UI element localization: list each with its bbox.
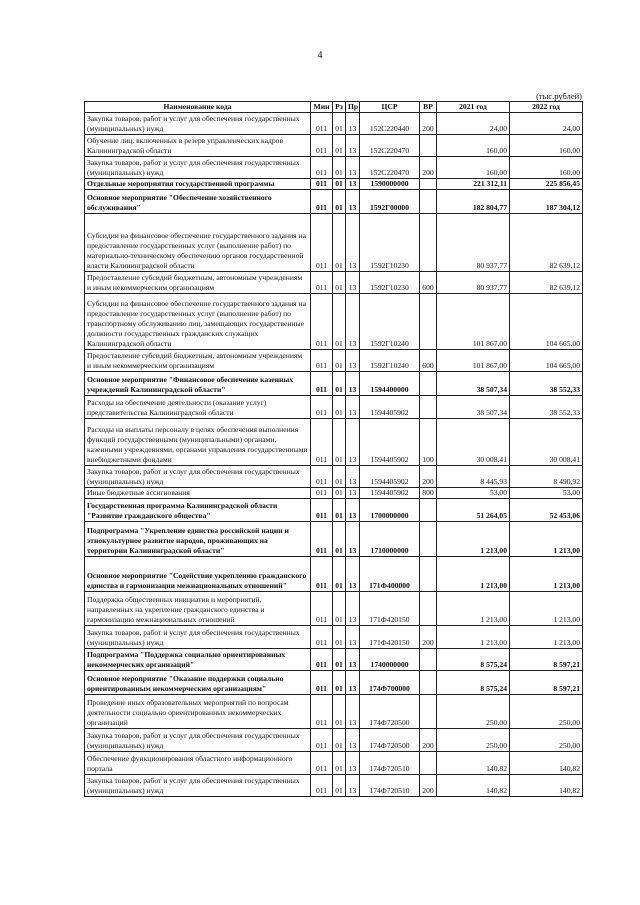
row-2021-cell: 38 507,34: [437, 372, 510, 396]
table-header-row: [85, 102, 583, 113]
row-pr-cell: 13: [346, 372, 360, 396]
row-min-cell: 011: [311, 372, 333, 396]
row-rz-cell: 01: [333, 396, 346, 419]
row-2022-cell: 82 639,12: [510, 214, 583, 272]
row-min-cell: 011: [311, 775, 333, 797]
row-2021-cell: 101 867,00: [437, 294, 510, 350]
row-pr-cell: 13: [346, 522, 360, 557]
row-2022-cell: 104 665,00: [510, 294, 583, 350]
row-2021-cell: 1 213,00: [437, 557, 510, 592]
row-vr-cell: [420, 396, 437, 419]
row-2022-cell: 8 597,21: [510, 671, 583, 695]
row-csr-cell: 174Ф720510: [360, 775, 420, 797]
row-2021-cell: 1 213,00: [437, 626, 510, 649]
row-csr-cell: 1592Г10240: [360, 294, 420, 350]
table-row: [85, 179, 583, 190]
row-rz-cell: 01: [333, 113, 346, 135]
row-vr-cell: [420, 190, 437, 214]
row-pr-cell: 13: [346, 419, 360, 466]
row-vr-cell: 100: [420, 419, 437, 466]
row-csr-cell: 174Ф720500: [360, 729, 420, 752]
row-rz-cell: 01: [333, 466, 346, 488]
row-pr-cell: 13: [346, 135, 360, 157]
row-pr-cell: 13: [346, 626, 360, 649]
row-csr-cell: 1700000000: [360, 499, 420, 522]
row-pr-cell: 13: [346, 350, 360, 372]
column-header: Наименование кода: [85, 102, 311, 113]
row-min-cell: 011: [311, 729, 333, 752]
row-2021-cell: 80 937,77: [437, 272, 510, 294]
row-2021-cell: 182 804,77: [437, 190, 510, 214]
row-rz-cell: 01: [333, 775, 346, 797]
row-2022-cell: 250,00: [510, 729, 583, 752]
row-min-cell: 011: [311, 190, 333, 214]
row-min-cell: 011: [311, 649, 333, 671]
table-row: [85, 488, 583, 499]
row-vr-cell: [420, 372, 437, 396]
row-min-cell: 011: [311, 522, 333, 557]
row-2021-cell: 1 213,00: [437, 522, 510, 557]
row-rz-cell: 01: [333, 695, 346, 729]
row-2021-cell: 140,82: [437, 775, 510, 797]
table-row: [85, 214, 583, 272]
column-header: Пр: [346, 102, 360, 113]
row-vr-cell: 600: [420, 272, 437, 294]
row-rz-cell: 01: [333, 190, 346, 214]
row-name-cell: Поддержка общественных инициатив и мероприятий, направленных на укрепление гражданского единства и гармонизацию межнациональных отношений: [85, 592, 311, 626]
row-vr-cell: 200: [420, 113, 437, 135]
row-rz-cell: 01: [333, 135, 346, 157]
row-2021-cell: 8 575,24: [437, 649, 510, 671]
row-min-cell: 011: [311, 179, 333, 190]
row-name-cell: Закупка товаров, работ и услуг для обеспечения государственных (муниципальных) нужд: [85, 775, 311, 797]
table-row: [85, 272, 583, 294]
row-rz-cell: 01: [333, 179, 346, 190]
table-row: [85, 113, 583, 135]
row-vr-cell: [420, 522, 437, 557]
table-row: [85, 729, 583, 752]
row-csr-cell: 174Ф720510: [360, 752, 420, 775]
row-pr-cell: 13: [346, 157, 360, 179]
column-header: 2021 год: [437, 102, 510, 113]
row-name-cell: Отдельные мероприятия государственной программы: [85, 179, 311, 190]
row-vr-cell: 800: [420, 488, 437, 499]
table-row: [85, 135, 583, 157]
row-2022-cell: 225 856,45: [510, 179, 583, 190]
row-2022-cell: 140,82: [510, 752, 583, 775]
table-row: [85, 419, 583, 466]
row-pr-cell: 13: [346, 557, 360, 592]
row-csr-cell: 1594405902: [360, 419, 420, 466]
row-name-cell: Иные бюджетные ассигнования: [85, 488, 311, 499]
row-name-cell: Субсидии на финансовое обеспечение государственного задания на предоставление государственных услуг (выполнение работ) по материально-техническому обеспечению органов государственной власти Калининградской области: [85, 214, 311, 272]
row-name-cell: Предоставление субсидий бюджетным, автономным учреждениям и иным некоммерческим организациям: [85, 350, 311, 372]
row-2022-cell: 52 453,06: [510, 499, 583, 522]
table-row: [85, 372, 583, 396]
row-min-cell: 011: [311, 626, 333, 649]
row-name-cell: Проведение иных образовательных мероприятий по вопросам деятельности социально ориентированных некоммерческих организаций: [85, 695, 311, 729]
row-csr-cell: 152С220470: [360, 135, 420, 157]
row-rz-cell: 01: [333, 350, 346, 372]
row-2021-cell: 24,00: [437, 113, 510, 135]
row-min-cell: 011: [311, 157, 333, 179]
row-name-cell: Государственная программа Калининградской области "Развитие гражданского общества": [85, 499, 311, 522]
column-header: 2022 год: [510, 102, 583, 113]
row-2022-cell: 1 213,00: [510, 626, 583, 649]
row-2021-cell: 51 264,05: [437, 499, 510, 522]
row-min-cell: 011: [311, 488, 333, 499]
row-2022-cell: 38 552,33: [510, 372, 583, 396]
table-row: [85, 752, 583, 775]
row-vr-cell: [420, 671, 437, 695]
row-2022-cell: 1 213,00: [510, 522, 583, 557]
row-csr-cell: 171Ф420150: [360, 592, 420, 626]
row-csr-cell: 174Ф720500: [360, 695, 420, 729]
row-rz-cell: 01: [333, 671, 346, 695]
row-pr-cell: 13: [346, 179, 360, 190]
row-min-cell: 011: [311, 113, 333, 135]
row-2022-cell: 250,00: [510, 695, 583, 729]
row-rz-cell: 01: [333, 592, 346, 626]
table-row: [85, 695, 583, 729]
row-pr-cell: 13: [346, 752, 360, 775]
row-pr-cell: 13: [346, 214, 360, 272]
row-rz-cell: 01: [333, 372, 346, 396]
row-rz-cell: 01: [333, 729, 346, 752]
row-min-cell: 011: [311, 695, 333, 729]
column-header: Мин: [311, 102, 333, 113]
row-min-cell: 011: [311, 671, 333, 695]
row-rz-cell: 01: [333, 488, 346, 499]
row-vr-cell: [420, 294, 437, 350]
row-vr-cell: [420, 695, 437, 729]
row-csr-cell: 1592Г00000: [360, 190, 420, 214]
row-name-cell: Основное мероприятие "Обеспечение хозяйственного обслуживания": [85, 190, 311, 214]
row-name-cell: Основное мероприятие "Финансовое обеспечение казенных учреждений Калининградской области": [85, 372, 311, 396]
row-csr-cell: 1592Г10230: [360, 214, 420, 272]
row-csr-cell: 171Ф400000: [360, 557, 420, 592]
row-rz-cell: 01: [333, 752, 346, 775]
row-pr-cell: 13: [346, 272, 360, 294]
table-row: [85, 157, 583, 179]
row-2021-cell: 250,00: [437, 695, 510, 729]
row-vr-cell: [420, 214, 437, 272]
row-min-cell: 011: [311, 752, 333, 775]
row-rz-cell: 01: [333, 294, 346, 350]
row-csr-cell: 1594405902: [360, 466, 420, 488]
row-name-cell: Подпрограмма "Поддержка социально ориентированных некоммерческих организаций": [85, 649, 311, 671]
row-name-cell: Обеспечение функционирования областного информационного портала: [85, 752, 311, 775]
row-vr-cell: 200: [420, 775, 437, 797]
row-min-cell: 011: [311, 557, 333, 592]
row-2021-cell: 221 312,11: [437, 179, 510, 190]
row-rz-cell: 01: [333, 499, 346, 522]
row-2022-cell: 82 639,12: [510, 272, 583, 294]
row-csr-cell: 1710000000: [360, 522, 420, 557]
row-pr-cell: 13: [346, 466, 360, 488]
row-2022-cell: 8 490,92: [510, 466, 583, 488]
row-2022-cell: 53,00: [510, 488, 583, 499]
row-csr-cell: 1592Г10240: [360, 350, 420, 372]
row-csr-cell: 1740000000: [360, 649, 420, 671]
table-row: [85, 466, 583, 488]
row-vr-cell: [420, 557, 437, 592]
row-2022-cell: 187 304,12: [510, 190, 583, 214]
row-vr-cell: 200: [420, 466, 437, 488]
column-header: ВР: [420, 102, 437, 113]
row-vr-cell: [420, 649, 437, 671]
table-row: [85, 592, 583, 626]
row-pr-cell: 13: [346, 294, 360, 350]
row-name-cell: Закупка товаров, работ и услуг для обеспечения государственных (муниципальных) нужд: [85, 729, 311, 752]
row-pr-cell: 13: [346, 396, 360, 419]
table-row: [85, 350, 583, 372]
row-2022-cell: 30 008,41: [510, 419, 583, 466]
row-min-cell: 011: [311, 350, 333, 372]
row-2021-cell: 101 867,00: [437, 350, 510, 372]
row-min-cell: 011: [311, 135, 333, 157]
units-label: (тыс.рублей): [536, 91, 582, 101]
budget-table: [84, 101, 583, 797]
row-pr-cell: 13: [346, 671, 360, 695]
row-2022-cell: 104 665,00: [510, 350, 583, 372]
row-name-cell: Основное мероприятие "Оказание поддержки социально ориентированным некоммерческим организациям": [85, 671, 311, 695]
row-2022-cell: 160,00: [510, 135, 583, 157]
row-min-cell: 011: [311, 499, 333, 522]
row-rz-cell: 01: [333, 214, 346, 272]
page-number: 4: [317, 50, 323, 61]
row-name-cell: Закупка товаров, работ и услуг для обеспечения государственных (муниципальных) нужд: [85, 626, 311, 649]
row-rz-cell: 01: [333, 522, 346, 557]
table-row: [85, 557, 583, 592]
row-min-cell: 011: [311, 419, 333, 466]
row-pr-cell: 13: [346, 649, 360, 671]
row-csr-cell: 152С220440: [360, 113, 420, 135]
column-header: Рз: [333, 102, 346, 113]
row-pr-cell: 13: [346, 592, 360, 626]
row-2021-cell: 38 507,34: [437, 396, 510, 419]
row-name-cell: Закупка товаров, работ и услуг для обеспечения государственных (муниципальных) нужд: [85, 157, 311, 179]
row-2021-cell: 160,00: [437, 135, 510, 157]
row-vr-cell: [420, 179, 437, 190]
row-2021-cell: 1 213,00: [437, 592, 510, 626]
row-vr-cell: 200: [420, 729, 437, 752]
row-min-cell: 011: [311, 272, 333, 294]
row-vr-cell: 600: [420, 350, 437, 372]
row-2022-cell: 160,00: [510, 157, 583, 179]
row-rz-cell: 01: [333, 272, 346, 294]
row-name-cell: Расходы на выплаты персоналу в целях обеспечения выполнения функций государственными (муниципальными) органами, казенными учреждениями, органами управления государственными внебюджетными фондами: [85, 419, 311, 466]
row-min-cell: 011: [311, 396, 333, 419]
row-2022-cell: 38 552,33: [510, 396, 583, 419]
table-row: [85, 522, 583, 557]
row-vr-cell: 200: [420, 626, 437, 649]
row-pr-cell: 13: [346, 695, 360, 729]
row-vr-cell: [420, 752, 437, 775]
table-row: [85, 775, 583, 797]
row-csr-cell: 1592Г10230: [360, 272, 420, 294]
table-row: [85, 294, 583, 350]
row-pr-cell: 13: [346, 729, 360, 752]
row-name-cell: Основное мероприятие "Содействие укреплению гражданского единства и гармонизации межнациональных отношений": [85, 557, 311, 592]
table-row: [85, 626, 583, 649]
row-2022-cell: 1 213,00: [510, 557, 583, 592]
row-name-cell: Обучение лиц, включенных в резерв управленческих кадров Калининградской области: [85, 135, 311, 157]
row-name-cell: Расходы на обеспечение деятельности (оказание услуг) представительства Калининградской области: [85, 396, 311, 419]
row-2021-cell: 53,00: [437, 488, 510, 499]
row-pr-cell: 13: [346, 113, 360, 135]
row-name-cell: Субсидии на финансовое обеспечение государственного задания на предоставление государственных услуг (выполнение работ) по транспортному обслуживанию лиц, замещающих государственные должности государственных гражданских служащих Калининградской области: [85, 294, 311, 350]
row-2021-cell: 8 445,93: [437, 466, 510, 488]
row-csr-cell: 174Ф700000: [360, 671, 420, 695]
row-csr-cell: 152С220470: [360, 157, 420, 179]
row-2022-cell: 24,00: [510, 113, 583, 135]
row-2021-cell: 140,82: [437, 752, 510, 775]
row-pr-cell: 13: [346, 488, 360, 499]
row-name-cell: Предоставление субсидий бюджетным, автономным учреждениям и иным некоммерческим организациям: [85, 272, 311, 294]
row-2022-cell: 1 213,00: [510, 592, 583, 626]
row-vr-cell: [420, 135, 437, 157]
row-min-cell: 011: [311, 294, 333, 350]
row-csr-cell: 1590000000: [360, 179, 420, 190]
column-header: ЦСР: [360, 102, 420, 113]
row-csr-cell: 1594405902: [360, 396, 420, 419]
row-name-cell: Закупка товаров, работ и услуг для обеспечения государственных (муниципальных) нужд: [85, 113, 311, 135]
row-2021-cell: 250,00: [437, 729, 510, 752]
row-2022-cell: 8 597,21: [510, 649, 583, 671]
row-rz-cell: 01: [333, 649, 346, 671]
row-vr-cell: 200: [420, 157, 437, 179]
row-pr-cell: 13: [346, 190, 360, 214]
row-csr-cell: 171Ф420150: [360, 626, 420, 649]
row-rz-cell: 01: [333, 157, 346, 179]
row-min-cell: 011: [311, 466, 333, 488]
row-name-cell: Закупка товаров, работ и услуг для обеспечения государственных (муниципальных) нужд: [85, 466, 311, 488]
row-2021-cell: 30 008,41: [437, 419, 510, 466]
row-rz-cell: 01: [333, 419, 346, 466]
row-2021-cell: 8 575,24: [437, 671, 510, 695]
row-2021-cell: 160,00: [437, 157, 510, 179]
table-row: [85, 499, 583, 522]
row-min-cell: 011: [311, 592, 333, 626]
row-csr-cell: 1594405902: [360, 488, 420, 499]
row-vr-cell: [420, 592, 437, 626]
table-body: [85, 113, 583, 797]
row-csr-cell: 1594400000: [360, 372, 420, 396]
row-rz-cell: 01: [333, 626, 346, 649]
row-rz-cell: 01: [333, 557, 346, 592]
row-vr-cell: [420, 499, 437, 522]
row-name-cell: Подпрограмма "Укрепление единства российской нации и этнокультурное развитие народов, проживающих на территории Калининградской области": [85, 522, 311, 557]
table-row: [85, 396, 583, 419]
row-2021-cell: 80 937,77: [437, 214, 510, 272]
table-row: [85, 649, 583, 671]
table-row: [85, 190, 583, 214]
row-pr-cell: 13: [346, 499, 360, 522]
row-min-cell: 011: [311, 214, 333, 272]
table-row: [85, 671, 583, 695]
row-2022-cell: 140,82: [510, 775, 583, 797]
row-pr-cell: 13: [346, 775, 360, 797]
